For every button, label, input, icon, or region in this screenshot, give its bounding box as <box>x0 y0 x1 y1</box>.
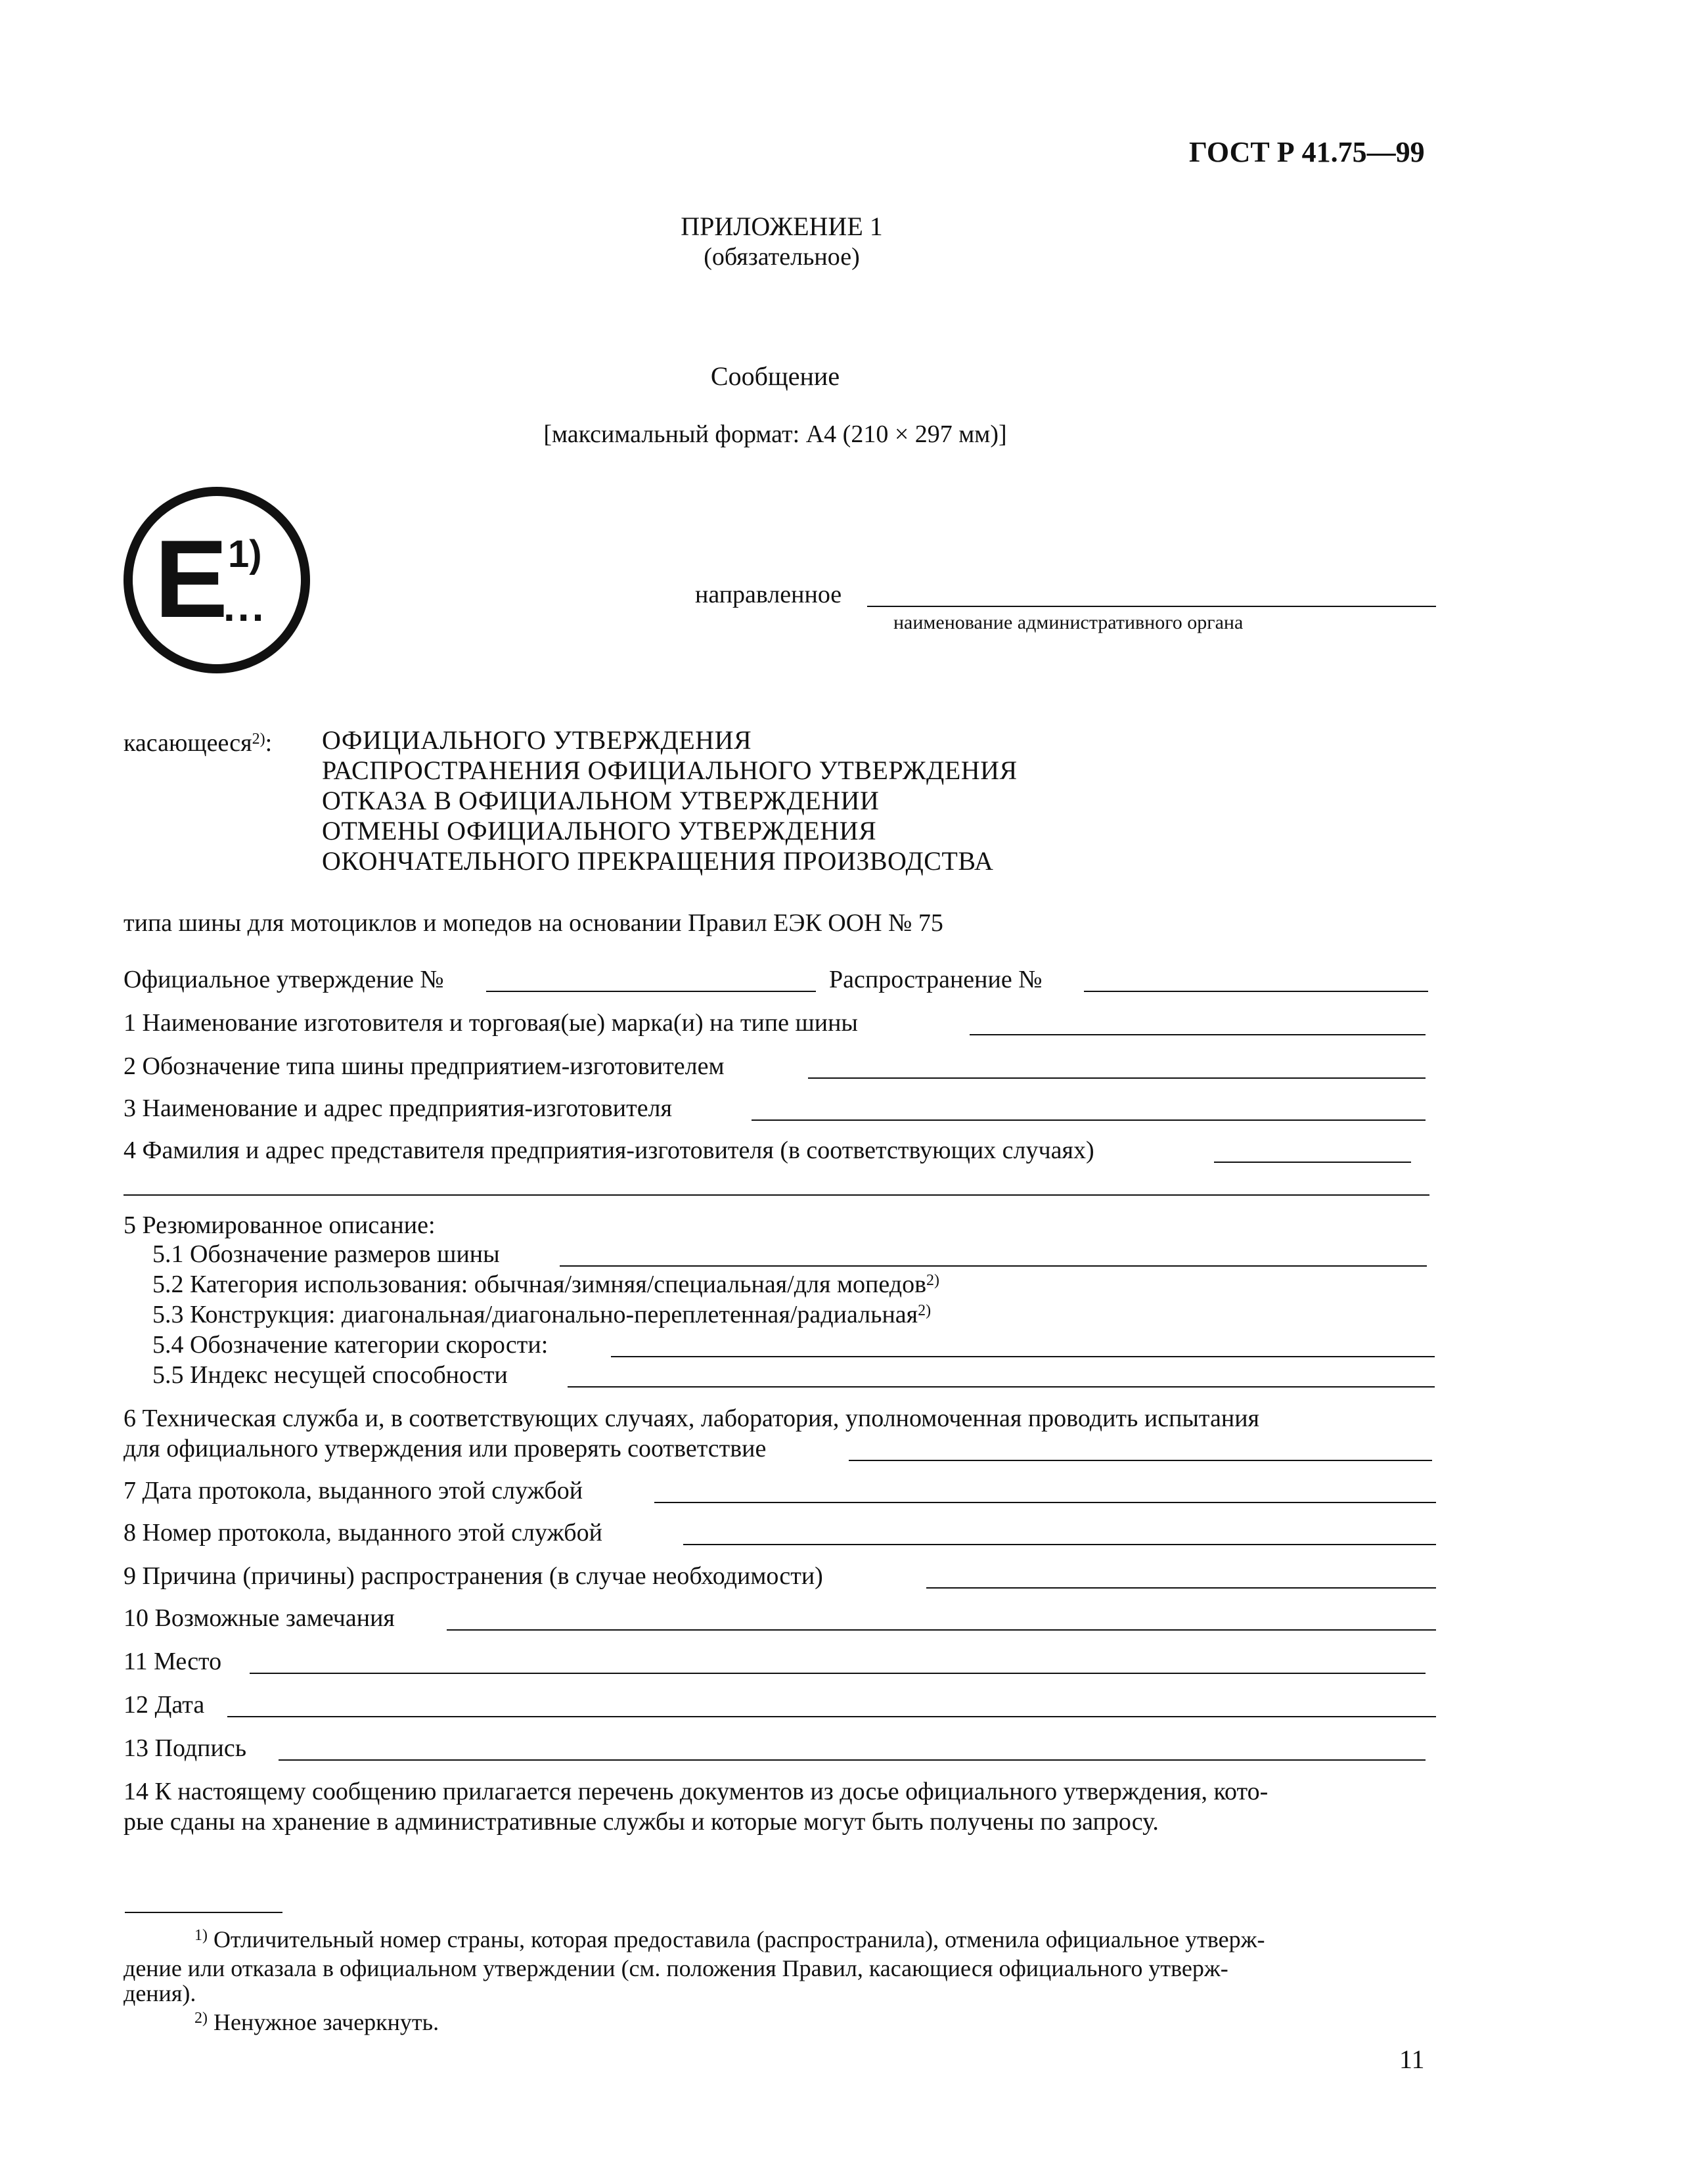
item-11-field[interactable] <box>250 1673 1426 1674</box>
item-5-4-field[interactable] <box>611 1356 1435 1357</box>
item-5-2-label <box>152 1269 939 1299</box>
item-8-field[interactable] <box>683 1544 1436 1545</box>
approval-mark-emblem <box>122 485 312 675</box>
item-5-label: 5 Резюмированное описание: <box>124 1211 436 1239</box>
item-1-label: 1 Наименование изготовителя и торговая(ые) марка(и) на типе шины <box>124 1009 858 1037</box>
item-3-label: 3 Наименование и адрес предприятия-изготовителя <box>124 1095 672 1122</box>
item-9-label: 9 Причина (причины) распространения (в случае необходимости) <box>124 1562 823 1590</box>
item-14-label-continued: рые сданы на хранение в административные службы и которые могут быть получены по запросу. <box>124 1808 1159 1836</box>
item-7-field[interactable] <box>654 1502 1436 1503</box>
footnote-separator <box>125 1912 282 1913</box>
item-10-label: 10 Возможные замечания <box>124 1604 395 1632</box>
footnote-1-text: Отличительный номер страны, которая предоставила (распространила), отменила официальное утверж- <box>214 1926 1265 1953</box>
item-13-label: 13 Подпись <box>124 1734 247 1762</box>
item-13-field[interactable] <box>279 1759 1426 1761</box>
emblem-dots: ... <box>223 583 267 630</box>
format-note: [максимальный формат: А4 (210 × 297 мм)] <box>543 420 1007 448</box>
extension-number-label: Распространение № <box>829 966 1043 993</box>
approval-number-field[interactable] <box>486 991 816 992</box>
footnote-2-text: Ненужное зачеркнуть. <box>214 2009 439 2035</box>
item-12-field[interactable] <box>227 1716 1436 1717</box>
item-5-5-label: 5.5 Индекс несущей способности <box>152 1361 508 1389</box>
emblem-letter: E <box>154 517 229 641</box>
item-3-field[interactable] <box>752 1119 1426 1121</box>
item-5-2-text: 5.2 Категория использования: обычная/зимняя/специальная/для мопедов <box>152 1271 927 1298</box>
item-5-1-field[interactable] <box>560 1265 1427 1267</box>
footnote-ref: 2) <box>918 1302 932 1319</box>
concerning-label-text: касающееся <box>124 729 252 757</box>
item-12-label: 12 Дата <box>124 1691 205 1719</box>
sent-field[interactable] <box>867 606 1436 607</box>
footnote-ref: 2) <box>926 1272 940 1289</box>
concerning-label <box>124 728 272 758</box>
item-7-label: 7 Дата протокола, выданного этой службой <box>124 1477 583 1504</box>
footnote-1-continued: дение или отказала в официальном утверждении (см. положения Правил, касающиеся официального утверж- <box>124 1955 1228 1981</box>
concerning-item: ОТМЕНЫ ОФИЦИАЛЬНОГО УТВЕРЖДЕНИЯ <box>322 816 877 846</box>
item-4-label: 4 Фамилия и адрес представителя предприятия-изготовителя (в соответствующих случаях) <box>124 1137 1094 1164</box>
document-title: Сообщение <box>710 361 840 391</box>
sent-label: направленное <box>695 581 842 608</box>
item-6-field[interactable] <box>849 1460 1432 1461</box>
item-6-label: 6 Техническая служба и, в соответствующих случаях, лаборатория, уполномоченная проводить испытания <box>124 1405 1260 1432</box>
item-1-field[interactable] <box>970 1034 1426 1035</box>
item-2-label: 2 Обозначение типа шины предприятием-изготовителем <box>124 1052 725 1080</box>
concerning-item: ОФИЦИАЛЬНОГО УТВЕРЖДЕНИЯ <box>322 725 752 755</box>
item-11-label: 11 Место <box>124 1648 222 1675</box>
item-8-label: 8 Номер протокола, выданного этой службой <box>124 1519 602 1547</box>
footnote-1-continued-2: дения). <box>124 1980 196 2006</box>
footnote-2 <box>194 2008 439 2037</box>
emblem-superscript: 1) <box>228 533 262 576</box>
item-5-1-label: 5.1 Обозначение размеров шины <box>152 1240 500 1268</box>
approval-number-label: Официальное утверждение № <box>124 966 444 993</box>
document-code: ГОСТ Р 41.75—99 <box>1189 136 1425 168</box>
item-5-3-text: 5.3 Конструкция: диагональная/диагонально-переплетенная/радиальная <box>152 1301 918 1328</box>
concerning-colon: : <box>265 729 273 757</box>
item-6-label-continued: для официального утверждения или проверять соответствие <box>124 1435 767 1462</box>
page-number: 11 <box>1399 2044 1425 2074</box>
item-10-field[interactable] <box>447 1629 1436 1631</box>
footnote-2-marker: 2) <box>194 2010 208 2027</box>
type-line: типа шины для мотоциклов и мопедов на основании Правил ЕЭК ООН № 75 <box>124 909 943 937</box>
item-14-label: 14 К настоящему сообщению прилагается перечень документов из досье официального утверждения, кото- <box>124 1778 1269 1805</box>
item-4-field[interactable] <box>1214 1162 1411 1163</box>
concerning-item: ОКОНЧАТЕЛЬНОГО ПРЕКРАЩЕНИЯ ПРОИЗВОДСТВА <box>322 846 994 876</box>
concerning-item: ОТКАЗА В ОФИЦИАЛЬНОМ УТВЕРЖДЕНИИ <box>322 786 880 815</box>
item-5-4-label: 5.4 Обозначение категории скорости: <box>152 1331 549 1359</box>
extension-number-field[interactable] <box>1084 991 1428 992</box>
annex-title: ПРИЛОЖЕНИЕ 1 <box>681 212 883 241</box>
annex-subtitle: (обязательное) <box>704 243 860 271</box>
footnote-ref: 2) <box>252 731 265 748</box>
concerning-item: РАСПРОСТРАНЕНИЯ ОФИЦИАЛЬНОГО УТВЕРЖДЕНИЯ <box>322 756 1018 785</box>
sent-caption: наименование административного органа <box>893 612 1244 633</box>
item-9-field[interactable] <box>926 1587 1436 1589</box>
footnote-1-marker: 1) <box>194 1927 208 1944</box>
item-2-field[interactable] <box>808 1077 1426 1079</box>
item-5-5-field[interactable] <box>568 1386 1435 1388</box>
item-5-3-label <box>152 1299 931 1330</box>
footnote-1 <box>194 1925 1265 1954</box>
item-4-field-continued[interactable] <box>124 1194 1429 1196</box>
